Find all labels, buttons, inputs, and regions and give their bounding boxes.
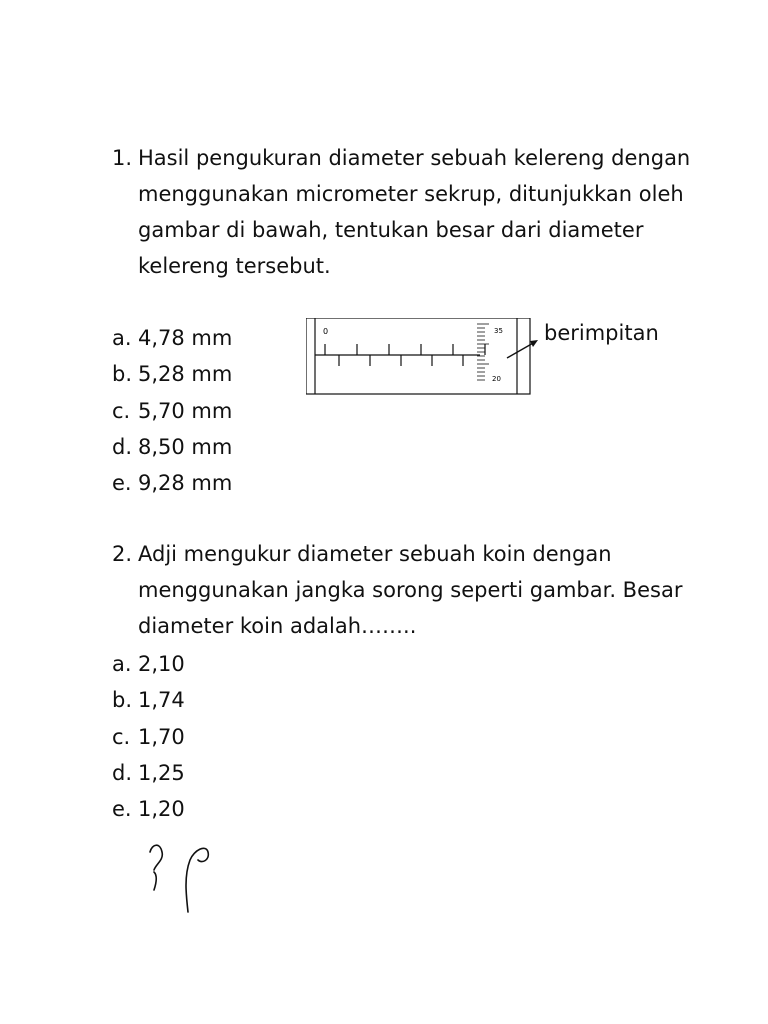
- option-label: a.: [112, 326, 132, 350]
- option-text: 5,70 mm: [138, 398, 233, 423]
- option-d[interactable]: [112, 429, 232, 465]
- option-text: 8,50 mm: [138, 434, 233, 459]
- option-label: c.: [112, 724, 131, 749]
- option-text: 1,25: [138, 760, 185, 785]
- thimble-label-top: 35: [494, 327, 503, 335]
- option-text: 4,78 mm: [138, 326, 233, 350]
- question-1-line: [112, 140, 690, 176]
- option-text: 1,20: [138, 797, 185, 822]
- scribble-stroke: [186, 848, 208, 912]
- option-text: 1,74: [138, 688, 185, 713]
- option-label: d.: [112, 434, 133, 459]
- option-e[interactable]: [112, 791, 185, 827]
- option-label: c.: [112, 398, 131, 423]
- option-text: 5,28 mm: [138, 362, 233, 387]
- option-d[interactable]: [112, 755, 185, 791]
- question-1-text: menggunakan micrometer sekrup, ditunjukkan oleh: [138, 182, 684, 206]
- micrometer-figure: [306, 318, 538, 396]
- option-b[interactable]: [112, 356, 232, 392]
- option-a[interactable]: [112, 320, 232, 356]
- question-1-text: kelereng tersebut.: [138, 254, 331, 278]
- option-text: 1,70: [138, 724, 185, 749]
- option-label: a.: [112, 652, 132, 676]
- main-scale-zero-label: 0: [323, 327, 329, 336]
- option-c[interactable]: [112, 393, 232, 429]
- callout-label: berimpitan: [544, 321, 659, 345]
- option-text: 2,10: [138, 652, 185, 676]
- thimble-label-bottom: 20: [492, 375, 501, 383]
- option-label: b.: [112, 362, 133, 387]
- scribble-stroke: [150, 845, 162, 890]
- option-text: 9,28 mm: [138, 471, 233, 496]
- question-1-line: [112, 212, 690, 248]
- option-e[interactable]: [112, 465, 232, 501]
- option-label: e.: [112, 471, 132, 496]
- option-label: e.: [112, 797, 132, 822]
- question-2-line: [112, 536, 682, 572]
- handwritten-scribble: [140, 838, 220, 914]
- question-2-text: Adji mengukur diameter sebuah koin dengan: [138, 542, 612, 566]
- option-c[interactable]: [112, 719, 185, 755]
- question-1-options: [112, 320, 232, 501]
- option-b[interactable]: [112, 682, 185, 718]
- thimble-scale: [477, 324, 489, 380]
- question-1-line: [112, 248, 690, 284]
- question-2-line: [112, 608, 682, 644]
- option-a[interactable]: [112, 646, 185, 682]
- question-2: [112, 536, 682, 644]
- option-label: d.: [112, 760, 133, 785]
- question-2-text: diameter koin adalah……..: [138, 614, 417, 638]
- question-1-text: gambar di bawah, tentukan besar dari diameter: [138, 218, 644, 242]
- question-1: [112, 140, 690, 284]
- question-2-options: [112, 646, 185, 827]
- question-2-text: menggunakan jangka sorong seperti gambar. Besar: [138, 578, 683, 602]
- question-1-text: Hasil pengukuran diameter sebuah kelereng dengan: [138, 146, 691, 170]
- question-1-number: 1.: [112, 146, 133, 170]
- question-2-number: 2.: [112, 542, 133, 566]
- question-1-line: [112, 176, 690, 212]
- question-2-line: [112, 572, 682, 608]
- option-label: b.: [112, 688, 133, 713]
- callout-arrow-line: [507, 342, 535, 358]
